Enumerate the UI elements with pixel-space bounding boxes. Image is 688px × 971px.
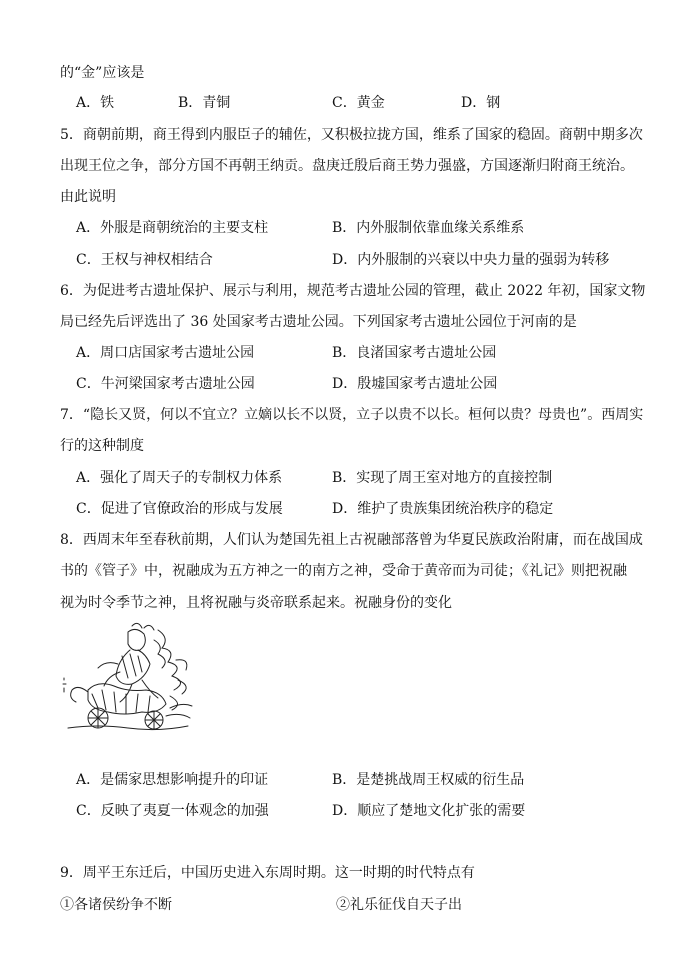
q8-option-d[interactable]: D．顺应了楚地文化扩张的需要 <box>332 803 526 819</box>
q4-option-d[interactable]: D．钢 <box>461 95 501 111</box>
q5-option-b[interactable]: B．内外服制依靠血缘关系维系 <box>332 220 525 236</box>
q7-option-b[interactable]: B．实现了周王室对地方的直接控制 <box>332 470 553 486</box>
q4-option-b[interactable]: B．青铜 <box>178 95 231 111</box>
q5-stem-line1: 5．商朝前期，商王得到内服臣子的辅佐，又积极拉拢方国，维系了国家的稳固。商朝中期多次 <box>60 127 643 143</box>
q5-option-a[interactable]: A．外服是商朝统治的主要支柱 <box>76 220 269 236</box>
q8-stem-line3: 视为时令季节之神，且将祝融与炎帝联系起来。祝融身份的变化 <box>60 595 452 611</box>
zhurong-deity-illustration <box>58 620 198 732</box>
q5-stem-line3: 由此说明 <box>60 189 116 205</box>
q5-option-c[interactable]: C．王权与神权相结合 <box>76 252 213 268</box>
q6-stem-line1: 6．为促进考古遗址保护、展示与利用，规范考古遗址公园的管理，截止 2022 年初，国家文物 <box>60 283 646 299</box>
q7-option-a[interactable]: A．强化了周天子的专制权力体系 <box>76 470 283 486</box>
q6-option-c[interactable]: C．牛河梁国家考古遗址公园 <box>76 376 255 392</box>
q4-option-c[interactable]: C．黄金 <box>332 95 385 111</box>
q6-option-a[interactable]: A．周口店国家考古遗址公园 <box>76 345 255 361</box>
q7-option-d[interactable]: D．维护了贵族集团统治秩序的稳定 <box>332 501 554 517</box>
q7-stem-line1: 7．“隐长又贤，何以不宜立？立嫡以长不以贤，立子以贵不以长。桓何以贵？母贵也”。西周实 <box>60 407 644 423</box>
q9-item-1[interactable]: ①各诸侯纷争不断 <box>60 897 172 913</box>
q8-option-c[interactable]: C．反映了夷夏一体观念的加强 <box>76 803 269 819</box>
q8-stem-line1: 8．西周末年至春秋前期，人们认为楚国先祖上古祝融部落曾为华夏民族政治附庸，而在战国成 <box>60 532 643 548</box>
q6-stem-line2: 局已经先后评选出了 36 处国家考古遗址公园。下列国家考古遗址公园位于河南的是 <box>60 314 577 330</box>
q8-stem-line2: 书的《管子》中，祝融成为五方神之一的南方之神，受命于黄帝而为司徒；《礼记》则把祝融 <box>60 563 627 579</box>
q7-option-c[interactable]: C．促进了官僚政治的形成与发展 <box>76 501 283 517</box>
q6-option-b[interactable]: B．良渚国家考古遗址公园 <box>332 345 497 361</box>
q8-option-b[interactable]: B．是楚挑战周王权威的衍生品 <box>332 772 525 788</box>
q8-option-a[interactable]: A．是儒家思想影响提升的印证 <box>76 772 269 788</box>
q5-option-d[interactable]: D．内外服制的兴衰以中央力量的强弱为转移 <box>332 252 610 268</box>
q4-stem-tail: 的“金”应该是 <box>60 65 145 81</box>
q9-item-2[interactable]: ②礼乐征伐自天子出 <box>336 897 462 913</box>
q5-stem-line2: 出现王位之争，部分方国不再朝王纳贡。盘庚迁殷后商王势力强盛，方国逐渐归附商王统治。 <box>60 158 634 174</box>
q7-stem-line2: 行的这种制度 <box>60 438 144 454</box>
q6-option-d[interactable]: D．殷墟国家考古遗址公园 <box>332 376 498 392</box>
q4-option-a[interactable]: A．铁 <box>76 95 115 111</box>
q9-stem-line1: 9．周平王东迁后，中国历史进入东周时期。这一时期的时代特点有 <box>60 865 475 881</box>
